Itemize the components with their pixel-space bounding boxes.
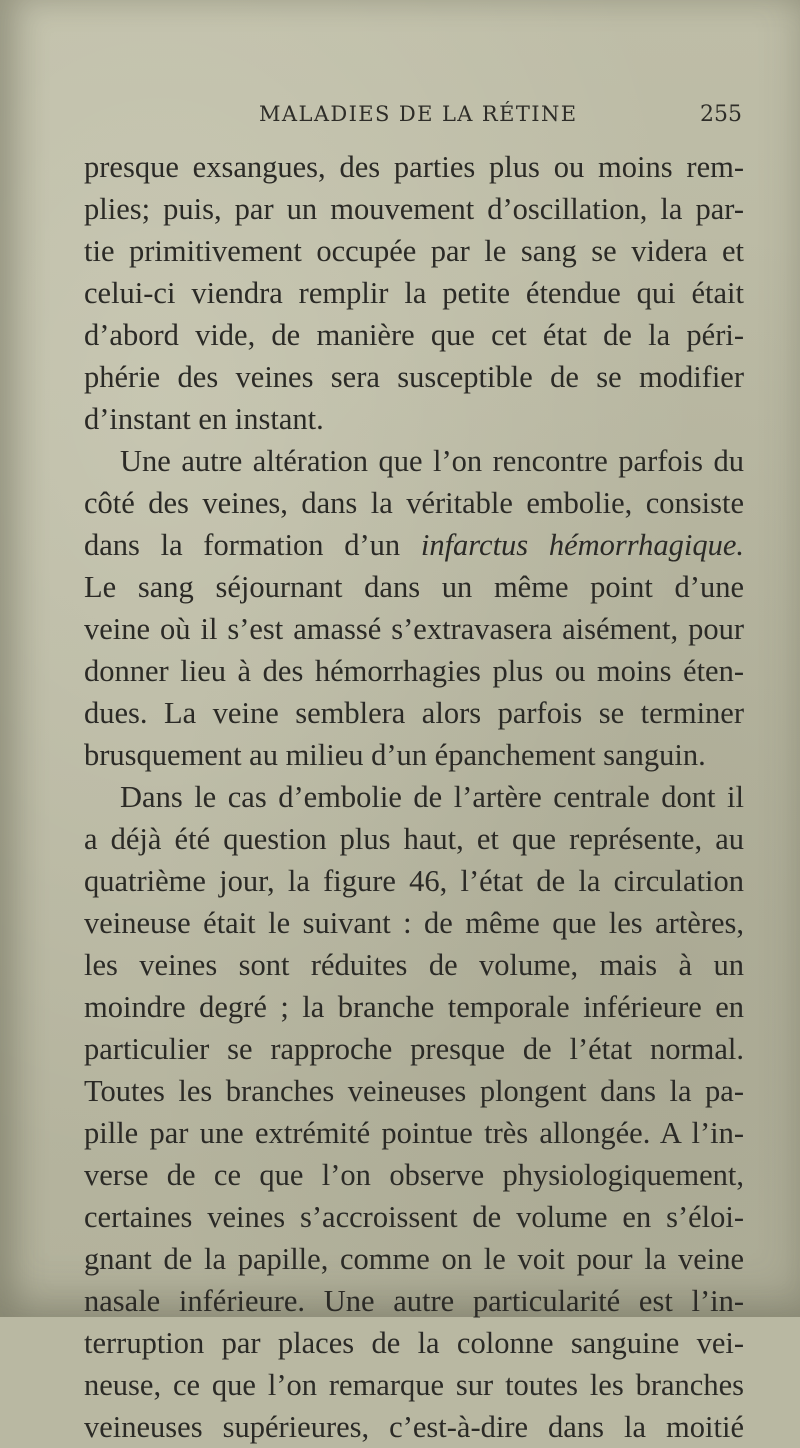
text-line: quatrième jour, la figure 46, l’état de la circulation (84, 864, 744, 898)
text-line: a déjà été question plus haut, et que représente, au (84, 822, 744, 856)
text-line: veine où il s’est amassé s’extravasera aisément, pour (84, 612, 744, 646)
running-title: MALADIES DE LA RÉTINE (259, 102, 578, 126)
text-line: celui-ci viendra remplir la petite étendue qui était (84, 276, 744, 310)
text-line: certaines veines s’accroissent de volume en s’éloi- (84, 1200, 744, 1234)
text-line: nasale inférieure. Une autre particularité est l’in- (84, 1284, 744, 1318)
italic-term: infarctus hémorrhagique. (420, 528, 744, 562)
text-line: brusquement au milieu d’un épanchement sanguin. (84, 738, 706, 772)
text-line: dues. La veine semblera alors parfois se terminer (84, 696, 744, 730)
paragraph-first-line: Dans le cas d’embolie de l’artère centrale dont il (120, 780, 744, 814)
text-line: pille par une extrémité pointue très allongée. A l’in- (84, 1116, 744, 1150)
text-line: Le sang séjournant dans un même point d’une (84, 570, 744, 604)
text-line: côté des veines, dans la véritable embolie, consiste (84, 486, 744, 520)
text-line: moindre degré ; la branche temporale inférieure en (84, 990, 744, 1024)
text-line: d’abord vide, de manière que cet état de la péri- (84, 318, 744, 352)
text-line: donner lieu à des hémorrhagies plus ou moins éten- (84, 654, 744, 688)
body-text (84, 146, 744, 1448)
text-line: veineuses supérieures, c’est-à-dire dans la moitié (84, 1410, 744, 1444)
text-line-with-emphasis (84, 524, 744, 566)
text-line: terruption par places de la colonne sanguine vei- (84, 1326, 744, 1360)
text-line: tie primitivement occupée par le sang se videra et (84, 234, 744, 268)
text-segment: dans la formation d’un (84, 528, 401, 562)
text-line: gnant de la papille, comme on le voit pour la veine (84, 1242, 744, 1276)
text-line: neuse, ce que l’on remarque sur toutes les branches (84, 1368, 744, 1402)
text-line: phérie des veines sera susceptible de se modifier (84, 360, 744, 394)
text-line: les veines sont réduites de volume, mais à un (84, 948, 744, 982)
text-line: veineuse était le suivant : de même que les artères, (84, 906, 744, 940)
text-line: d’instant en instant. (84, 402, 324, 436)
text-line: plies; puis, par un mouvement d’oscillation, la par- (84, 192, 744, 226)
paragraph-first-line: Une autre altération que l’on rencontre parfois du (120, 444, 744, 478)
text-line: presque exsangues, des parties plus ou moins rem- (84, 150, 744, 184)
text-line: particulier se rapproche presque de l’état normal. (84, 1032, 744, 1066)
page-number: 255 (700, 102, 742, 127)
text-line: verse de ce que l’on observe physiologiquement, (84, 1158, 744, 1192)
running-head (0, 100, 800, 140)
text-line: Toutes les branches veineuses plongent dans la pa- (84, 1074, 744, 1108)
